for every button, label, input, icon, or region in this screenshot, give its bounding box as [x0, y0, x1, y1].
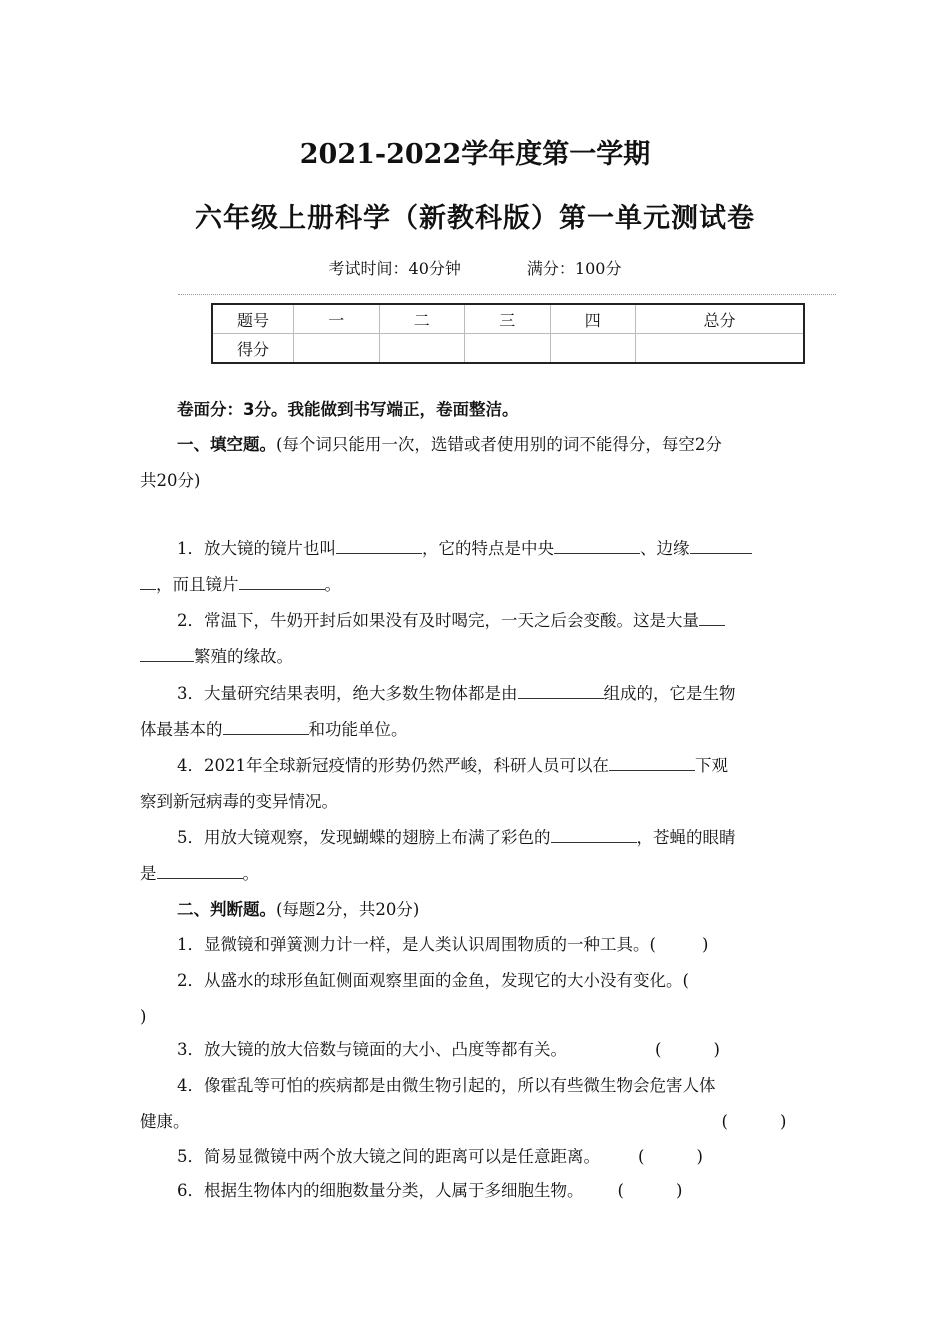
answer-blank[interactable]	[140, 575, 156, 590]
judge-question-4	[140, 1068, 812, 1140]
question-text: 3．放大镜的放大倍数与镜面的大小、凸度等都有关。	[177, 1040, 567, 1059]
question-text: 4．像霍乱等可怕的疾病都是由微生物引起的，所以有些微生物会危害人体	[177, 1076, 716, 1095]
answer-blank[interactable]	[157, 864, 243, 879]
score-table-header-row	[212, 304, 804, 334]
title-exam-name: 六年级上册科学（新教科版）第一单元测试卷	[195, 203, 755, 234]
question-text: 5．简易显微镜中两个放大镜之间的距离可以是任意距离。	[177, 1147, 600, 1166]
fill-question-4	[140, 748, 812, 820]
question-text: 2．常温下，牛奶开封后如果没有及时喝完，一天之后会变酸。这是大量	[177, 611, 699, 630]
answer-blank[interactable]	[699, 611, 725, 626]
answer-blank[interactable]	[223, 720, 309, 735]
question-text: 下观	[695, 756, 728, 775]
score-cell: 一	[294, 304, 380, 334]
full-score: 满分：100分	[526, 259, 622, 278]
judge-question-1	[140, 927, 812, 963]
section2-heading: 二、判断题。	[177, 900, 276, 919]
fill-question-3	[140, 676, 812, 748]
question-text: 健康。	[140, 1112, 190, 1131]
fill-question-2	[140, 603, 812, 675]
title-school-year: 2021-2022学年度第一学期	[299, 139, 651, 170]
score-input-cell[interactable]	[294, 334, 380, 364]
answer-blank[interactable]	[518, 684, 604, 699]
score-input-cell[interactable]	[379, 334, 465, 364]
question-text: 组成的，它是生物	[603, 684, 736, 703]
section2-header	[140, 892, 812, 928]
question-text: ，苍蝇的眼睛	[636, 828, 736, 847]
section1-header	[140, 427, 812, 499]
answer-blank[interactable]	[609, 756, 695, 771]
score-input-cell[interactable]	[465, 334, 551, 364]
question-text: 体最基本的	[140, 720, 223, 739]
judge-question-3	[140, 1032, 812, 1068]
score-cell: 二	[379, 304, 465, 334]
answer-blank[interactable]	[690, 539, 752, 554]
score-cell: 总分	[636, 304, 805, 334]
question-text: 5．用放大镜观察，发现蝴蝶的翅膀上布满了彩色的	[177, 828, 551, 847]
score-cell: 三	[465, 304, 551, 334]
score-cell: 题号	[212, 304, 294, 334]
section1-note-cont: 共20分)	[140, 471, 201, 490]
question-text: 4．2021年全球新冠疫情的形势仍然严峻，科研人员可以在	[177, 756, 609, 775]
dotted-divider	[178, 294, 836, 295]
fill-question-1	[140, 531, 812, 603]
answer-blank[interactable]	[551, 828, 637, 843]
score-table-score-row	[212, 334, 804, 364]
judge-question-6	[140, 1173, 812, 1209]
question-text: 察到新冠病毒的变异情况。	[140, 792, 338, 811]
score-cell: 四	[550, 304, 636, 334]
exam-meta	[0, 256, 950, 279]
fill-question-5	[140, 820, 812, 892]
answer-blank[interactable]	[554, 539, 640, 554]
answer-paren[interactable]: ( )	[638, 1147, 703, 1166]
section1-note: (每个词只能用一次，选错或者使用别的词不能得分，每空2分	[276, 435, 722, 454]
question-text: ，它的特点是中央	[422, 539, 554, 558]
answer-paren[interactable]: ( )	[655, 1040, 720, 1059]
score-input-cell[interactable]	[550, 334, 636, 364]
question-text: 繁殖的缘故。	[194, 647, 293, 666]
neatness-note: 卷面分：3分。我能做到书写端正，卷面整洁。	[177, 400, 519, 419]
answer-paren[interactable]: ( )	[649, 935, 709, 954]
judge-question-2	[140, 963, 812, 1035]
judge-question-5	[140, 1139, 812, 1175]
section1-heading: 一、填空题。	[177, 435, 276, 454]
question-text: 。	[242, 864, 259, 883]
question-text: 是	[140, 864, 157, 883]
score-table	[211, 303, 805, 364]
question-text: 3．大量研究结果表明，绝大多数生物体都是由	[177, 684, 518, 703]
answer-paren[interactable]: ( )	[721, 1112, 787, 1131]
question-text: 、边缘	[640, 539, 690, 558]
question-text: 1．显微镜和弹簧测力计一样，是人类认识周围物质的一种工具。	[177, 935, 650, 954]
section2-note: (每题2分，共20分)	[276, 900, 420, 919]
score-cell: 得分	[212, 334, 294, 364]
question-text: 6．根据生物体内的细胞数量分类，人属于多细胞生物。	[177, 1181, 584, 1200]
answer-blank[interactable]	[140, 647, 194, 662]
question-text: 和功能单位。	[308, 720, 408, 739]
exam-time: 考试时间：40分钟	[328, 259, 461, 278]
score-input-cell[interactable]	[636, 334, 805, 364]
answer-blank[interactable]	[336, 539, 422, 554]
answer-blank[interactable]	[239, 575, 325, 590]
question-text: 。	[324, 575, 341, 594]
answer-paren-close[interactable]: )	[140, 1007, 147, 1026]
question-text: 1．放大镜的镜片也叫	[177, 539, 336, 558]
question-text: 2．从盛水的球形鱼缸侧面观察里面的金鱼，发现它的大小没有变化。	[177, 971, 683, 990]
answer-paren[interactable]: ( )	[617, 1181, 683, 1200]
question-text: ，而且镜片	[156, 575, 239, 594]
answer-paren-open[interactable]: (	[682, 971, 689, 990]
